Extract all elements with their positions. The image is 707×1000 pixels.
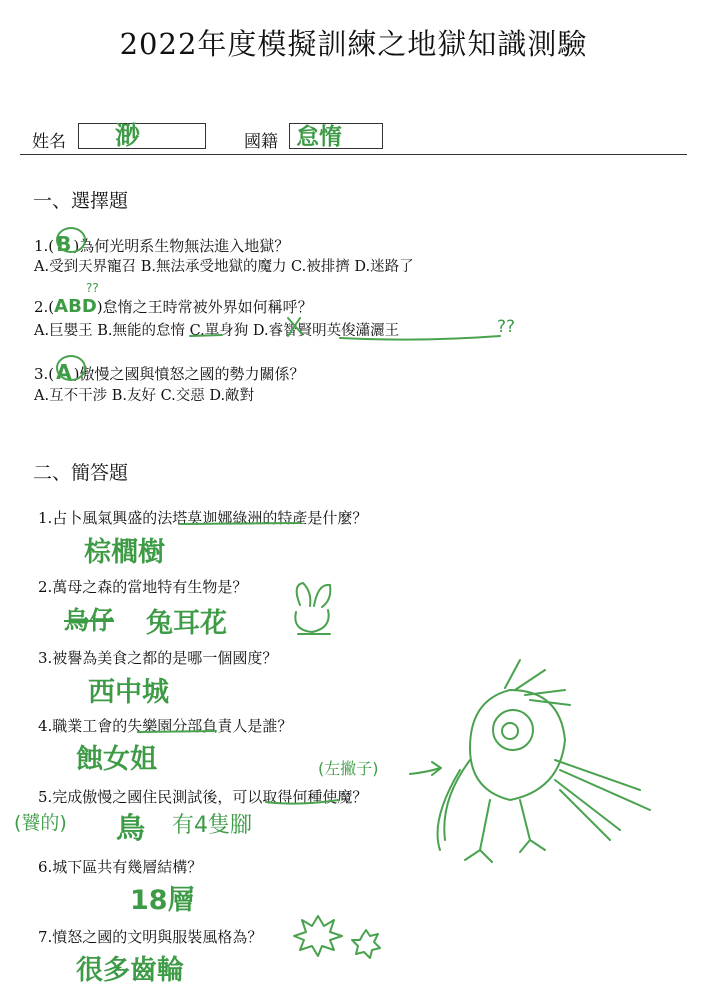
short-question-4: 4.職業工會的失樂園分部負責人是誰？ [38, 717, 293, 735]
choice-question-2: 2.(ABD)怠惰之王時常被外界如何稱呼？ [34, 296, 313, 317]
bird-body [470, 690, 565, 800]
short-note-5-suffix: 有4隻腳 [172, 813, 252, 838]
choice-options-1: A.受到天界寵召 B.無法承受地獄的魔力 C.被排擠 D.迷路了 [34, 259, 414, 275]
section-heading-choice: 一、選擇題 [33, 190, 129, 212]
short-question-3: 3.被譽為美食之都的是哪一個國度？ [38, 649, 278, 667]
country-value: 怠惰 [296, 124, 342, 150]
country-label: 國籍 [244, 132, 278, 152]
name-value: 渺 [115, 121, 141, 150]
bunny-doodle [295, 583, 330, 634]
short-question-7: 7.憤怒之國的文明與服裝風格為？ [38, 928, 263, 946]
section-heading-short-answer: 二、簡答題 [33, 462, 129, 484]
short-answer-2-crossed: 烏仔 [64, 606, 115, 635]
bird-crest [505, 660, 570, 705]
country-field[interactable] [289, 123, 383, 149]
choice-answer-3[interactable]: A [56, 360, 72, 384]
choice-answer-2[interactable]: ABD [54, 296, 97, 317]
short-answer-7[interactable]: 很多齒輪 [76, 955, 184, 986]
bird-tail [555, 760, 650, 840]
bird-eye [493, 710, 533, 750]
short-question-6: 6.城下區共有幾層結構？ [38, 858, 203, 876]
short-question-5: 5.完成傲慢之國住民測試後，可以取得何種使魔？ [38, 788, 368, 806]
gear-doodle-1 [294, 916, 342, 956]
arrow-doodle [410, 762, 441, 775]
bird-pupil [502, 723, 518, 739]
short-answer-1[interactable]: 棕櫚樹 [84, 537, 165, 568]
choice-options-2: A.巨嬰王 B.無能的怠惰 C.單身狗 D.睿智賢明英俊瀟灑王 [34, 323, 400, 339]
header-divider [20, 154, 687, 155]
name-field[interactable] [78, 123, 206, 149]
short-question-2: 2.萬母之森的當地特有生物是？ [38, 578, 248, 596]
choice-question-3: 3.( A )傲慢之國與憤怒之國的勢力關係？ [34, 360, 305, 384]
gear-doodle-2 [352, 930, 380, 958]
bird-legs [465, 800, 545, 862]
page-title: 2022年度模擬訓練之地獄知識測驗 [119, 27, 588, 61]
bird-wing [438, 760, 471, 850]
choice-annotation-2: ?? [86, 281, 99, 295]
name-label: 姓名 [32, 132, 66, 152]
choice-question-1: 1.( B )為何光明系生物無法進入地獄？ [34, 232, 290, 256]
choice-side-note-2: ?? [497, 317, 516, 337]
short-answer-5[interactable]: 鳥 [116, 811, 146, 845]
short-answer-4[interactable]: 蝕女姐 [76, 744, 157, 775]
short-answer-2[interactable]: 兔耳花 [146, 608, 227, 639]
choice-answer-1[interactable]: B [56, 232, 72, 256]
choice-options-3: A.互不干涉 B.友好 C.交惡 D.敵對 [34, 388, 255, 404]
short-note-5-prefix: (饕的) [14, 812, 67, 834]
short-question-1: 1.占卜風氣興盛的法塔莫迦娜綠洲的特產是什麼？ [38, 509, 368, 527]
short-note-5-top: (左撇子) [318, 759, 379, 778]
short-answer-3[interactable]: 西中城 [88, 677, 169, 708]
short-answer-6[interactable]: 18層 [130, 885, 195, 916]
